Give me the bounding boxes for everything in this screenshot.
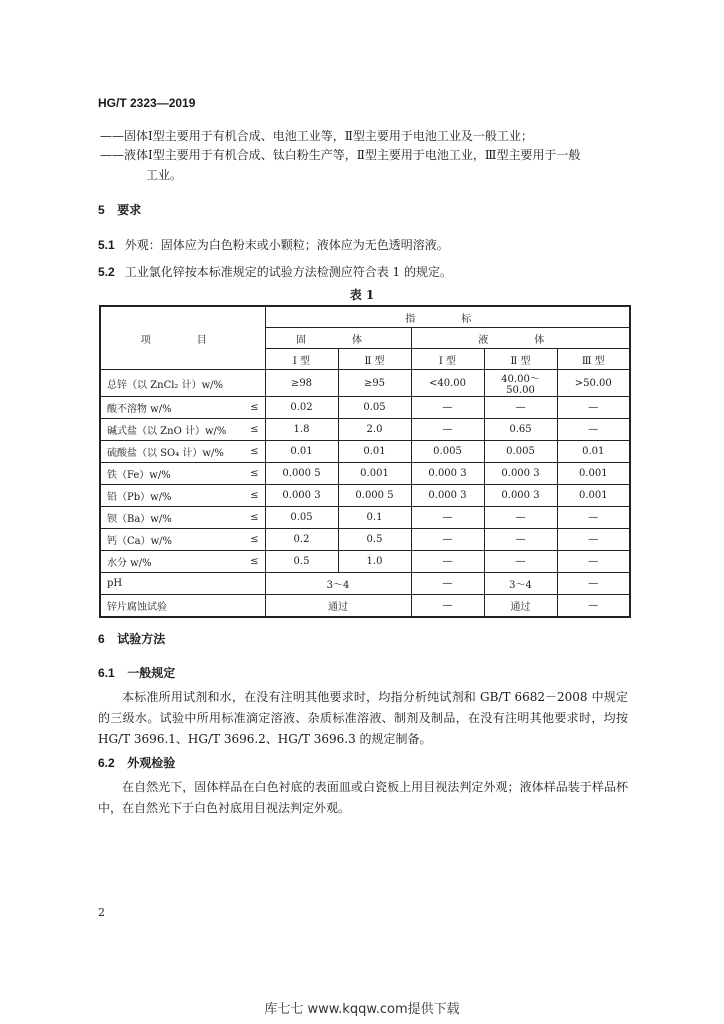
specification-table — [99, 305, 631, 618]
clause-5-1 — [98, 236, 449, 253]
subsection-6-1-heading — [98, 664, 175, 681]
header-liquid: 液 体 — [411, 328, 630, 349]
table-row-corrosion — [100, 595, 630, 618]
section-5-heading — [98, 201, 141, 218]
row-value: 0.05 — [338, 397, 411, 419]
row-value: — — [484, 529, 557, 551]
row-item: 酸不溶物 w/% — [100, 397, 235, 419]
row-item: 水分 w/% — [100, 551, 235, 573]
row-value: 2.0 — [338, 419, 411, 441]
type-header: Ⅱ 型 — [484, 349, 557, 370]
row-symbol: ≤ — [235, 419, 265, 441]
row-value: — — [557, 529, 630, 551]
type-header: Ⅱ 型 — [338, 349, 411, 370]
row-value: 通过 — [265, 595, 411, 618]
clause-5-2 — [98, 263, 452, 280]
row-value: — — [411, 595, 484, 618]
row-value: 40.00～50.00 — [484, 370, 557, 397]
row-value: 0.000 3 — [411, 463, 484, 485]
clause-text: 外观：固体应为白色粉末或小颗粒；液体应为无色透明溶液。 — [124, 238, 449, 252]
row-value: 1.8 — [265, 419, 338, 441]
row-symbol: ≤ — [235, 397, 265, 419]
table-row-ph — [100, 573, 630, 595]
subsection-number: 6.2 — [98, 756, 115, 770]
table-row — [100, 551, 630, 573]
row-value: 0.5 — [265, 551, 338, 573]
row-value: — — [484, 507, 557, 529]
row-value: — — [411, 529, 484, 551]
table-row — [100, 507, 630, 529]
row-value: 0.01 — [338, 441, 411, 463]
table-row — [100, 441, 630, 463]
row-value: 0.001 — [557, 463, 630, 485]
row-symbol — [235, 370, 265, 397]
row-item: 碱式盐（以 ZnO 计）w/% — [100, 419, 235, 441]
row-value: — — [411, 507, 484, 529]
row-value: — — [557, 507, 630, 529]
row-value: — — [411, 397, 484, 419]
subsection-title: 外观检验 — [127, 756, 176, 770]
row-item: 钙（Ca）w/% — [100, 529, 235, 551]
row-symbol: ≤ — [235, 529, 265, 551]
row-symbol: ≤ — [235, 507, 265, 529]
row-value: ≥98 — [265, 370, 338, 397]
clause-number: 5.1 — [98, 238, 115, 252]
row-value: 3～4 — [265, 573, 411, 595]
header-solid: 固 体 — [265, 328, 411, 349]
row-value: 0.5 — [338, 529, 411, 551]
subsection-6-2-heading — [98, 754, 175, 771]
row-item: 铅（Pb）w/% — [100, 485, 235, 507]
header-item: 项 目 — [100, 306, 265, 370]
table-row — [100, 397, 630, 419]
row-symbol: ≤ — [235, 485, 265, 507]
row-item: pH — [100, 573, 265, 595]
row-value: — — [557, 397, 630, 419]
row-value: — — [484, 397, 557, 419]
row-value: 0.000 3 — [484, 485, 557, 507]
type-header: Ⅲ 型 — [557, 349, 630, 370]
row-value: 3～4 — [484, 573, 557, 595]
row-value: 0.001 — [557, 485, 630, 507]
row-value: 0.05 — [265, 507, 338, 529]
row-value: 通过 — [484, 595, 557, 618]
row-value: 0.01 — [557, 441, 630, 463]
table-row — [100, 529, 630, 551]
scope-item-liquid: ——液体Ⅰ型主要用于有机合成、钛白粉生产等，Ⅱ型主要用于电池工业，Ⅲ型主要用于一般 — [100, 148, 581, 162]
section-title: 试验方法 — [117, 632, 166, 646]
row-value: 0.01 — [265, 441, 338, 463]
row-value: 0.1 — [338, 507, 411, 529]
type-header: Ⅰ 型 — [265, 349, 338, 370]
row-value: >50.00 — [557, 370, 630, 397]
row-item: 钡（Ba）w/% — [100, 507, 235, 529]
row-value: — — [557, 573, 630, 595]
subsection-title: 一般规定 — [127, 666, 176, 680]
row-symbol: ≤ — [235, 441, 265, 463]
row-symbol: ≤ — [235, 551, 265, 573]
row-item: 硫酸盐（以 SO₄ 计）w/% — [100, 441, 235, 463]
row-symbol: ≤ — [235, 463, 265, 485]
row-value: 0.000 3 — [411, 485, 484, 507]
table-row — [100, 485, 630, 507]
row-value: — — [557, 595, 630, 618]
table-row — [100, 370, 630, 397]
row-value: — — [411, 551, 484, 573]
row-value: — — [411, 573, 484, 595]
scope-item-liquid-continued: 工业。 — [146, 168, 183, 182]
paragraph-6-2: 在自然光下，固体样品在白色衬底的表面皿或白瓷板上用目视法判定外观；液体样品装于样品杯中，在自然光下于白色衬底用目视法判定外观。 — [98, 780, 628, 815]
row-value: — — [484, 551, 557, 573]
row-value: 1.0 — [338, 551, 411, 573]
table-row — [100, 419, 630, 441]
row-value: 0.000 3 — [484, 463, 557, 485]
row-item: 总锌（以 ZnCl₂ 计）w/% — [100, 370, 235, 397]
table-caption: 表 1 — [349, 288, 375, 302]
row-item: 铁（Fe）w/% — [100, 463, 235, 485]
scope-item-solid: ——固体Ⅰ型主要用于有机合成、电池工业等，Ⅱ型主要用于电池工业及一般工业； — [100, 129, 533, 143]
row-value: 0.005 — [411, 441, 484, 463]
row-value: — — [557, 419, 630, 441]
header-index: 指 标 — [265, 306, 630, 328]
clause-text: 工业氯化锌按本标准规定的试验方法检测应符合表 1 的规定。 — [124, 265, 452, 279]
row-item: 锌片腐蚀试验 — [100, 595, 265, 618]
clause-number: 5.2 — [98, 265, 115, 279]
row-value: 0.2 — [265, 529, 338, 551]
type-header: Ⅰ 型 — [411, 349, 484, 370]
row-value: 0.65 — [484, 419, 557, 441]
row-value: — — [557, 551, 630, 573]
row-value: 0.02 — [265, 397, 338, 419]
row-value: 0.001 — [338, 463, 411, 485]
section-title: 要求 — [117, 203, 142, 217]
section-number: 5 — [98, 203, 105, 217]
row-value: 0.000 3 — [265, 485, 338, 507]
section-6-heading — [98, 630, 165, 647]
watermark: 库七七 www.kqqw.com提供下载 — [264, 1002, 460, 1017]
row-value: — — [411, 419, 484, 441]
row-value: 0.005 — [484, 441, 557, 463]
row-value: 0.000 5 — [338, 485, 411, 507]
subsection-number: 6.1 — [98, 666, 115, 680]
row-value: ≥95 — [338, 370, 411, 397]
table-row — [100, 463, 630, 485]
document-id: HG/T 2323—2019 — [98, 96, 196, 110]
row-value: 0.000 5 — [265, 463, 338, 485]
table-header-row — [100, 306, 630, 328]
row-value: <40.00 — [411, 370, 484, 397]
section-number: 6 — [98, 632, 105, 646]
paragraph-6-1: 本标准所用试剂和水，在没有注明其他要求时，均指分析纯试剂和 GB/T 6682－2008 中规定的三级水。试验中所用标准滴定溶液、杂质标准溶液、制剂及制品，在没有注明其他要求时，均按 HG/T 3696.1、HG/T 3696.2、HG/T 3696.3 的规定制备。 — [98, 690, 628, 746]
page-number: 2 — [98, 906, 105, 919]
